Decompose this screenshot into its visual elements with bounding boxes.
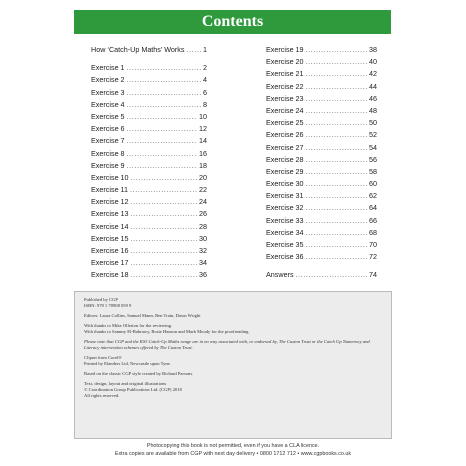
toc-entry: [91, 148, 207, 160]
toc-entry-page: 56: [369, 154, 377, 164]
toc-entry-label: Exercise 32: [266, 203, 304, 213]
toc-entry-page: 50: [369, 118, 377, 128]
toc-entry-page: 44: [369, 81, 377, 91]
toc-entry-label: Exercise 14: [91, 221, 129, 231]
toc-entry-label: Exercise 20: [266, 57, 304, 67]
toc-leader-dots: [306, 142, 367, 154]
thanks-review: With thanks to Mike Ollerton for the reviewing.: [84, 323, 173, 328]
toc-entry: [266, 269, 377, 281]
toc-entry-page: 46: [369, 93, 377, 103]
toc-entry-page: 28: [199, 221, 207, 231]
thanks-proofreading: With thanks to Sammy El-Bahrawy, Rosie Hanson and Mark Moody for the proofreading.: [84, 329, 250, 334]
toc-entry-page: 18: [199, 160, 207, 170]
toc-entry-page: 26: [199, 209, 207, 219]
toc-leader-dots: [306, 105, 367, 117]
toc-entry: [91, 87, 207, 99]
isbn: ISBN: 978 1 78908 059 9: [84, 303, 132, 308]
toc-leader-dots: [127, 74, 201, 86]
toc-leader-dots: [306, 239, 367, 251]
toc-entry-label: Exercise 24: [266, 105, 304, 115]
toc-leader-dots: [306, 154, 367, 166]
toc-entry-page: 54: [369, 142, 377, 152]
toc-entry-label: Exercise 19: [266, 45, 304, 54]
toc-entry-page: 6: [203, 87, 207, 97]
toc-entry-label: Exercise 30: [266, 179, 304, 189]
toc-entry-page: 42: [369, 69, 377, 79]
publication-info-box: [74, 291, 392, 439]
toc-leader-dots: [186, 44, 201, 56]
toc-entry-label: Exercise 27: [266, 142, 304, 152]
toc-entry: [91, 221, 207, 233]
toc-leader-dots: [306, 166, 367, 178]
copyright-line2: © Coordination Group Publications Ltd. (CGP) 2018: [84, 387, 182, 392]
toc-leader-dots: [131, 245, 197, 257]
toc-entry-page: 36: [199, 270, 207, 280]
toc-entry: [91, 172, 207, 184]
toc-leader-dots: [306, 215, 367, 227]
toc-entry: [266, 117, 377, 129]
toc-leader-dots: [306, 81, 367, 93]
toc-entry-page: 22: [199, 185, 207, 195]
toc-entry: [91, 74, 207, 86]
toc-entry-page: 38: [369, 45, 377, 54]
toc-entry: [91, 123, 207, 135]
toc-entry: [91, 245, 207, 257]
printer: Printed by Elanders Ltd, Newcastle upon Tyne.: [84, 361, 171, 366]
editors: Editors: Laura Collins, Samuel Mann, Ben Train, Dawn Wright: [84, 313, 201, 318]
toc-entry-page: 10: [199, 111, 207, 121]
toc-entry-label: Exercise 10: [91, 172, 129, 182]
toc-entry-label: Exercise 12: [91, 197, 129, 207]
toc-entry-page: 34: [199, 258, 207, 268]
toc-entry-label: Exercise 23: [266, 93, 304, 103]
toc-leader-dots: [296, 269, 367, 281]
toc-entry: [266, 105, 377, 117]
toc-entry: [91, 208, 207, 220]
toc-entry-label: Exercise 25: [266, 118, 304, 128]
order-info: Extra copies are available from CGP with next day delivery • 0800 1712 712 • www.cgpbooks.co.uk: [114, 451, 352, 457]
toc-entry-page: 20: [199, 172, 207, 182]
toc-entry-page: 32: [199, 246, 207, 255]
toc-entry-page: 72: [369, 252, 377, 262]
toc-entry-page: 52: [369, 130, 377, 140]
toc-entry-label: Exercise 2: [91, 75, 125, 85]
toc-entry: [266, 239, 377, 251]
toc-entry-label: Exercise 8: [91, 148, 125, 158]
toc-entry-page: 4: [203, 75, 207, 85]
rights-reserved: All rights reserved.: [84, 393, 120, 398]
toc-entry-label: Answers: [266, 270, 294, 280]
toc-entry: [266, 251, 377, 263]
toc-leader-dots: [131, 208, 197, 220]
toc-entry: [266, 202, 377, 214]
toc-leader-dots: [306, 251, 367, 263]
based-on: Based on the classic CGP style created by Richard Parsons.: [84, 371, 194, 376]
toc-leader-dots: [306, 129, 367, 141]
toc-leader-dots: [306, 117, 367, 129]
toc-entry: [266, 190, 377, 202]
toc-entry-page: 1: [203, 45, 207, 54]
toc-entry-page: 60: [369, 179, 377, 189]
toc-entry-label: Exercise 26: [266, 130, 304, 140]
toc-leader-dots: [306, 68, 367, 80]
toc-entry: [91, 44, 207, 56]
toc-entry: [91, 99, 207, 111]
toc-entry-label: Exercise 6: [91, 124, 125, 134]
toc-entry-label: Exercise 11: [91, 185, 129, 195]
toc-leader-dots: [127, 123, 197, 135]
toc-entry: [266, 227, 377, 239]
toc-leader-dots: [306, 190, 367, 202]
toc-entry-page: 48: [369, 105, 377, 115]
toc-entry: [266, 68, 377, 80]
toc-entry: [91, 111, 207, 123]
toc-entry-label: Exercise 18: [91, 270, 129, 280]
toc-leader-dots: [306, 202, 367, 214]
toc-entry-label: Exercise 36: [266, 252, 304, 262]
toc-entry-label: Exercise 9: [91, 160, 125, 170]
toc-entry-label: Exercise 34: [266, 227, 304, 237]
toc-entry-page: 12: [199, 124, 207, 134]
toc-entry: [266, 142, 377, 154]
toc-entry-label: Exercise 33: [266, 215, 304, 225]
toc-entry: [266, 93, 377, 105]
toc-entry-page: 40: [369, 57, 377, 67]
toc-entry-page: 58: [369, 166, 377, 176]
toc-entry-label: Exercise 15: [91, 233, 129, 243]
toc-entry: [266, 166, 377, 178]
toc-entry: [266, 129, 377, 141]
toc-leader-dots: [131, 221, 197, 233]
page-title: Contents: [74, 10, 391, 34]
toc-entry-page: 64: [369, 203, 377, 213]
toc-leader-dots: [131, 257, 197, 269]
toc-leader-dots: [127, 87, 201, 99]
clipart-credit: Clipart from Corel®: [84, 355, 122, 360]
toc-entry: [91, 257, 207, 269]
toc-entry-page: 24: [199, 197, 207, 207]
copyright-line1: Text, design, layout and original illustrations: [84, 381, 167, 386]
toc-entry: [266, 81, 377, 93]
toc-leader-dots: [306, 93, 367, 105]
toc-entry: [266, 56, 377, 68]
toc-leader-dots: [131, 196, 197, 208]
toc-entry-label: Exercise 16: [91, 246, 129, 255]
toc-leader-dots: [131, 233, 197, 245]
toc-entry-page: 30: [199, 233, 207, 243]
toc-entry-page: 68: [369, 227, 377, 237]
disclaimer: Please note that CGP and the KS3 Catch-Up Maths range are in no way associated with, or endorsed by, The Caxton Trust or the Catch Up Numeracy and Literacy intervention schemes offered by The Caxton Trust.: [84, 339, 370, 350]
toc-entry: [91, 160, 207, 172]
toc-leader-dots: [306, 44, 367, 56]
toc-entry-label: Exercise 4: [91, 99, 125, 109]
toc-leader-dots: [306, 178, 367, 190]
toc-entry-label: Exercise 29: [266, 166, 304, 176]
toc-entry-label: Exercise 5: [91, 111, 125, 121]
photocopy-notice: Photocopying this book is not permitted, even if you have a CLA licence.: [146, 443, 320, 449]
footer: [74, 442, 392, 458]
toc-entry-label: Exercise 13: [91, 209, 129, 219]
toc-leader-dots: [127, 135, 197, 147]
toc-leader-dots: [130, 184, 197, 196]
toc-leader-dots: [131, 269, 197, 281]
toc-entry-label: Exercise 31: [266, 191, 304, 201]
toc-leader-dots: [131, 172, 197, 184]
toc-entry: [91, 184, 207, 196]
toc-entry-label: Exercise 17: [91, 258, 129, 268]
toc-entry: [266, 44, 377, 56]
toc-leader-dots: [127, 62, 201, 74]
toc-entry-page: 62: [369, 191, 377, 201]
toc-leader-dots: [127, 148, 197, 160]
toc-entry-label: Exercise 1: [91, 63, 125, 73]
toc-leader-dots: [127, 111, 197, 123]
toc-leader-dots: [306, 56, 367, 68]
toc-entry-label: How ‘Catch-Up Maths’ Works: [91, 45, 185, 54]
toc-entry-page: 16: [199, 148, 207, 158]
toc-entry-label: Exercise 7: [91, 136, 125, 146]
toc-entry: [91, 62, 207, 74]
toc-right-column: [266, 44, 377, 282]
toc-entry: [91, 196, 207, 208]
toc-entry: [266, 178, 377, 190]
toc-entry-label: Exercise 22: [266, 81, 304, 91]
toc-entry: [266, 154, 377, 166]
toc-left-column: [91, 44, 207, 282]
toc-entry-label: Exercise 21: [266, 69, 304, 79]
toc-entry-label: Exercise 35: [266, 240, 304, 249]
toc-leader-dots: [127, 99, 201, 111]
toc-entry-page: 66: [369, 215, 377, 225]
toc-entry-label: Exercise 3: [91, 87, 125, 97]
toc-entry: [266, 215, 377, 227]
toc-entry-page: 70: [369, 240, 377, 249]
toc-entry: [91, 269, 207, 281]
toc-leader-dots: [127, 160, 197, 172]
published-by: Published by CGP: [84, 297, 118, 302]
toc-entry-page: 74: [369, 270, 377, 280]
toc-entry-page: 14: [199, 136, 207, 146]
toc-entry-page: 2: [203, 63, 207, 73]
toc-entry-label: Exercise 28: [266, 154, 304, 164]
toc-leader-dots: [306, 227, 367, 239]
toc-entry-page: 8: [203, 99, 207, 109]
toc-entry: [91, 135, 207, 147]
toc-entry: [91, 233, 207, 245]
